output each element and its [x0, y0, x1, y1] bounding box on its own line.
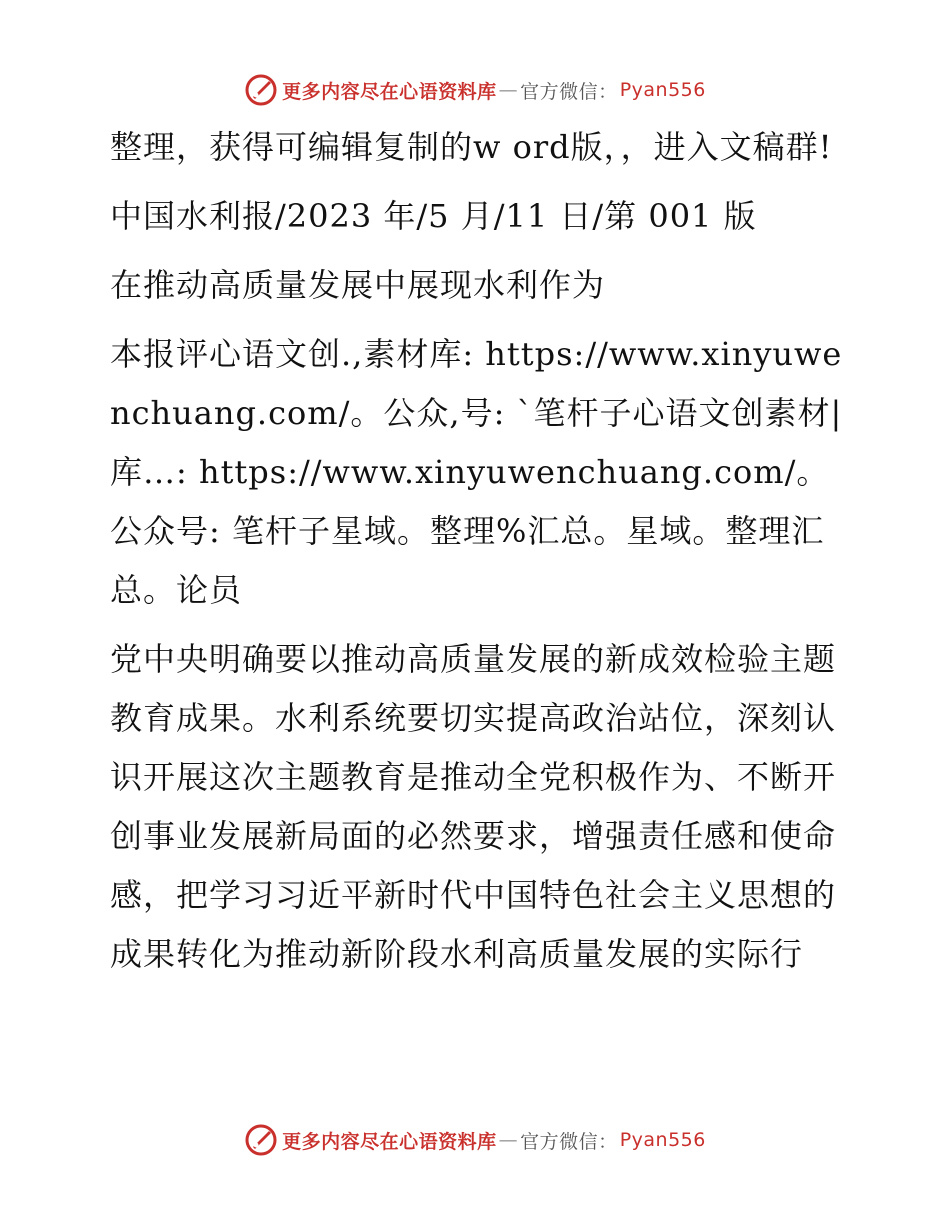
banner-brand-text: 更多内容尽在心语资料库 — [282, 1130, 497, 1153]
banner-wechat-label: 官方微信： — [520, 80, 618, 103]
banner-brand-text: 更多内容尽在心语资料库 — [282, 80, 497, 103]
byline-block: 本报评心语文创.,素材库: https://www.xinyuwenchuang.com/。公众,号: `笔杆子心语文创素材|库…: https://www.xinyuwenchuang.com/。公众号: 笔杆子星域。整理%汇总。星域。整理汇总。论员 — [110, 335, 843, 609]
banner-wechat-handle: Pyan556 — [619, 79, 706, 101]
quill-logo-icon — [244, 1123, 278, 1157]
header-banner — [0, 70, 950, 110]
banner-separator: — — [498, 79, 519, 101]
intro-line: 整理，获得可编辑复制的w ord版，，进入文稿群! — [110, 128, 833, 166]
body-paragraph: 党中央明确要以推动高质量发展的新成效检验主题教育成果。水利系统要切实提高政治站位，深刻认识开展这次主题教育是推动全党积极作为、不断开创事业发展新局面的必然要求，增强责任感和使命感，把学习习近平新时代中国特色社会主义思想的成果转化为推动新阶段水利高质量发展的实际行 — [110, 640, 837, 973]
document-body — [96, 118, 856, 994]
source-line: 中国水利报/2023 年/5 月/11 日/第 001 版 — [110, 197, 757, 235]
banner-separator: — — [498, 1129, 519, 1151]
banner-wechat-label: 官方微信： — [520, 1130, 618, 1153]
banner-wechat-handle: Pyan556 — [619, 1129, 706, 1151]
quill-logo-icon — [244, 73, 278, 107]
headline: 在推动高质量发展中展现水利作为 — [110, 266, 606, 304]
footer-banner — [0, 1120, 950, 1160]
